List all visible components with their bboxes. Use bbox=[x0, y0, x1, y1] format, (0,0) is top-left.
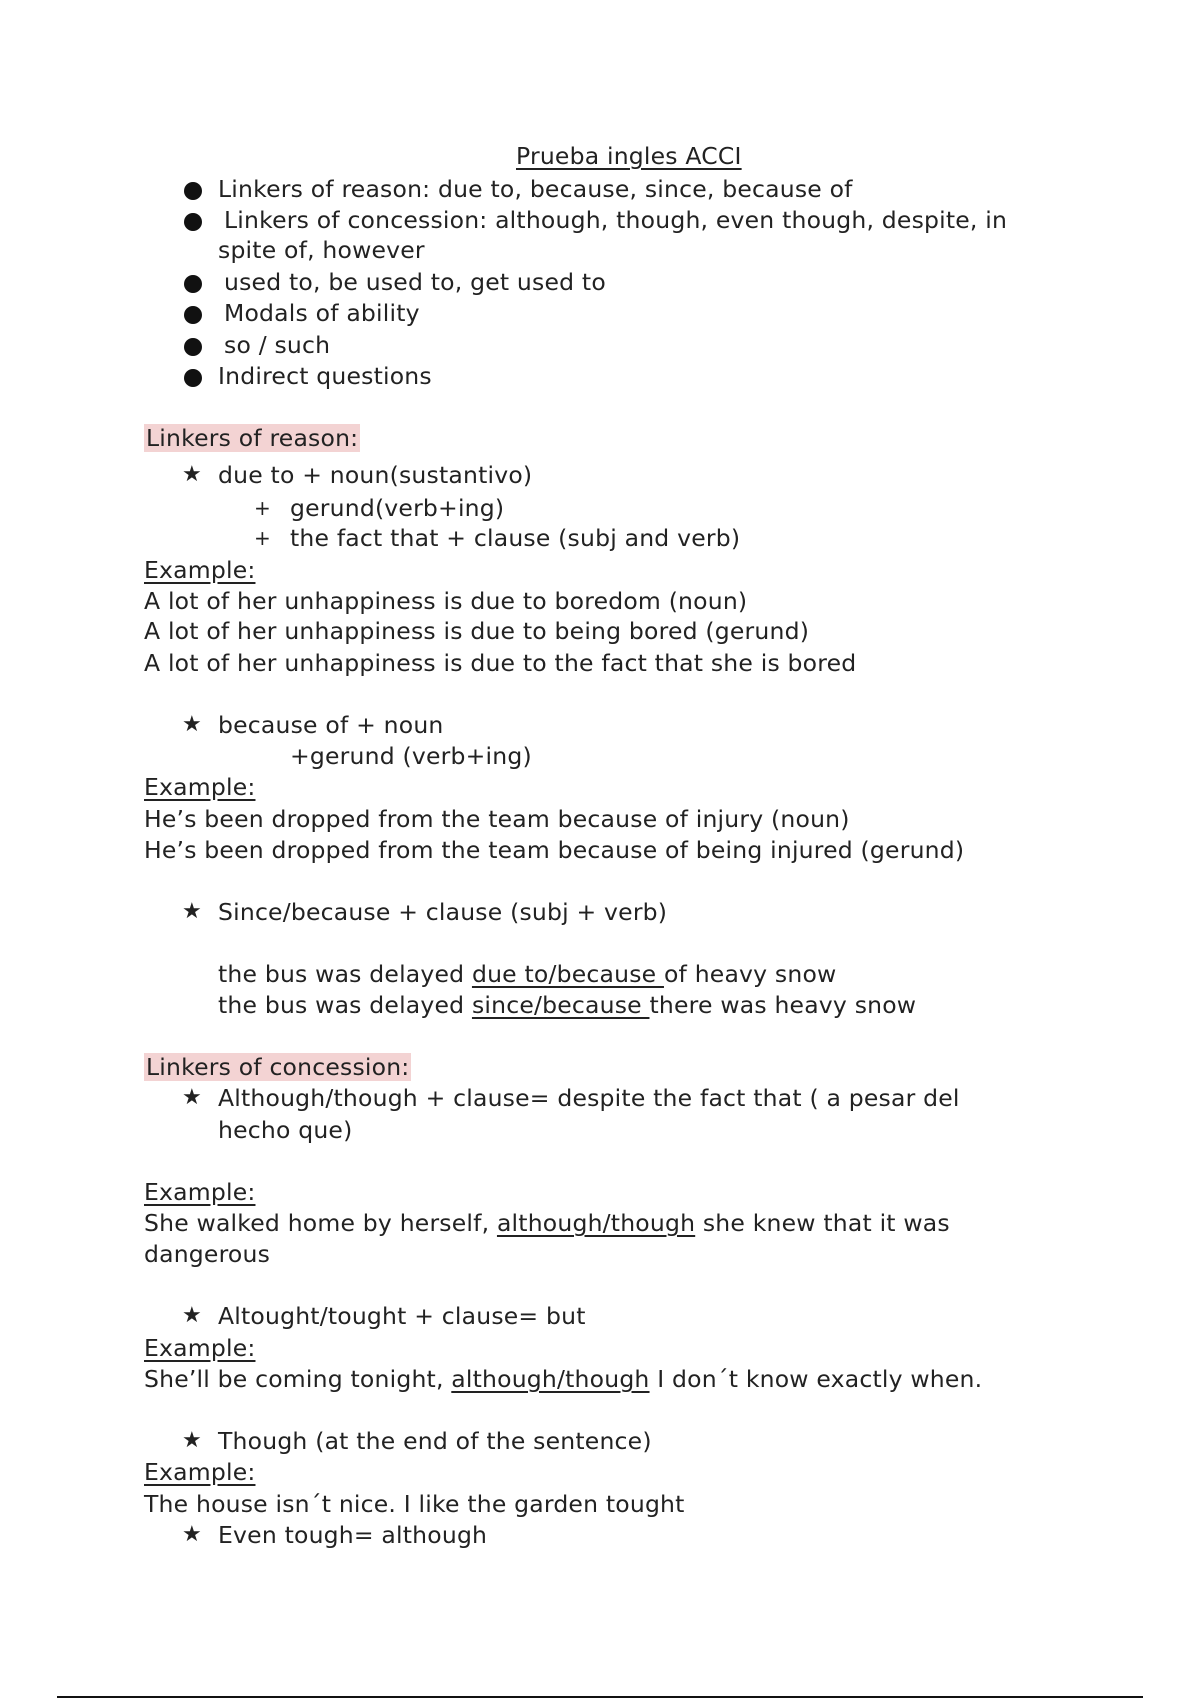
plus-bullet-icon: + bbox=[254, 496, 271, 520]
example-sentence: She walked home by herself, although/though she knew that it was bbox=[144, 1209, 950, 1237]
example-sentence: He’s been dropped from the team because of injury (noun) bbox=[144, 805, 850, 833]
example-sentence: He’s been dropped from the team because of being injured (gerund) bbox=[144, 836, 965, 864]
star-bullet-icon: ★ bbox=[182, 1085, 202, 1110]
bullet-dot-icon bbox=[184, 338, 202, 356]
page-title: Prueba ingles ACCI bbox=[516, 142, 742, 170]
section-heading-concession: Linkers of concession: bbox=[146, 1053, 410, 1081]
star-bullet-icon: ★ bbox=[182, 1522, 202, 1547]
bullet-dot-icon bbox=[184, 369, 202, 387]
rule-although: Although/though + clause= despite the fact that ( a pesar del bbox=[218, 1084, 960, 1112]
star-bullet-icon: ★ bbox=[182, 712, 202, 737]
example-sentence: A lot of her unhappiness is due to boredom (noun) bbox=[144, 587, 748, 615]
bullet-dot-icon bbox=[184, 306, 202, 324]
rule-since: Since/because + clause (subj + verb) bbox=[218, 898, 668, 926]
topic-item: so / such bbox=[224, 331, 331, 359]
example-sentence: the bus was delayed due to/because of heavy snow bbox=[218, 960, 837, 988]
plus-bullet-icon: + bbox=[254, 526, 271, 550]
section-heading-reason: Linkers of reason: bbox=[146, 424, 359, 452]
rule-even-though: Even tough= although bbox=[218, 1521, 488, 1549]
rule-because-of: because of + noun bbox=[218, 711, 444, 739]
topic-item: used to, be used to, get used to bbox=[224, 268, 606, 296]
rule-due-to-fact: the fact that + clause (subj and verb) bbox=[290, 524, 741, 552]
rule-because-of-gerund: +gerund (verb+ing) bbox=[290, 742, 532, 770]
rule-although-continued: hecho que) bbox=[218, 1116, 353, 1144]
rule-due-to: due to + noun(sustantivo) bbox=[218, 461, 533, 489]
topic-item: Linkers of reason: due to, because, since, because of bbox=[218, 175, 853, 203]
bullet-dot-icon bbox=[184, 182, 202, 200]
example-sentence: A lot of her unhappiness is due to the fact that she is bored bbox=[144, 649, 857, 677]
bottom-divider bbox=[57, 1696, 1143, 1698]
star-bullet-icon: ★ bbox=[182, 1428, 202, 1453]
rule-due-to-gerund: gerund(verb+ing) bbox=[290, 494, 505, 522]
example-label: Example: bbox=[144, 1458, 256, 1486]
example-sentence: The house isn´t nice. I like the garden tought bbox=[144, 1490, 685, 1518]
example-sentence-continued: dangerous bbox=[144, 1240, 271, 1268]
topic-item-continued: spite of, however bbox=[218, 236, 425, 264]
rule-although-but: Altought/tought + clause= but bbox=[218, 1302, 586, 1330]
example-label: Example: bbox=[144, 773, 256, 801]
bullet-dot-icon bbox=[184, 275, 202, 293]
topic-item: Indirect questions bbox=[218, 362, 432, 390]
example-sentence: A lot of her unhappiness is due to being bored (gerund) bbox=[144, 617, 810, 645]
example-sentence: the bus was delayed since/because there was heavy snow bbox=[218, 991, 917, 1019]
example-label: Example: bbox=[144, 1178, 256, 1206]
bullet-dot-icon bbox=[184, 213, 202, 231]
topic-item: Modals of ability bbox=[224, 299, 420, 327]
star-bullet-icon: ★ bbox=[182, 899, 202, 924]
star-bullet-icon: ★ bbox=[182, 462, 202, 487]
example-label: Example: bbox=[144, 556, 256, 584]
rule-though-end: Though (at the end of the sentence) bbox=[218, 1427, 652, 1455]
example-sentence: She’ll be coming tonight, although/though I don´t know exactly when. bbox=[144, 1365, 983, 1393]
topic-item: Linkers of concession: although, though, even though, despite, in bbox=[224, 206, 1008, 234]
example-label: Example: bbox=[144, 1334, 256, 1362]
star-bullet-icon: ★ bbox=[182, 1303, 202, 1328]
